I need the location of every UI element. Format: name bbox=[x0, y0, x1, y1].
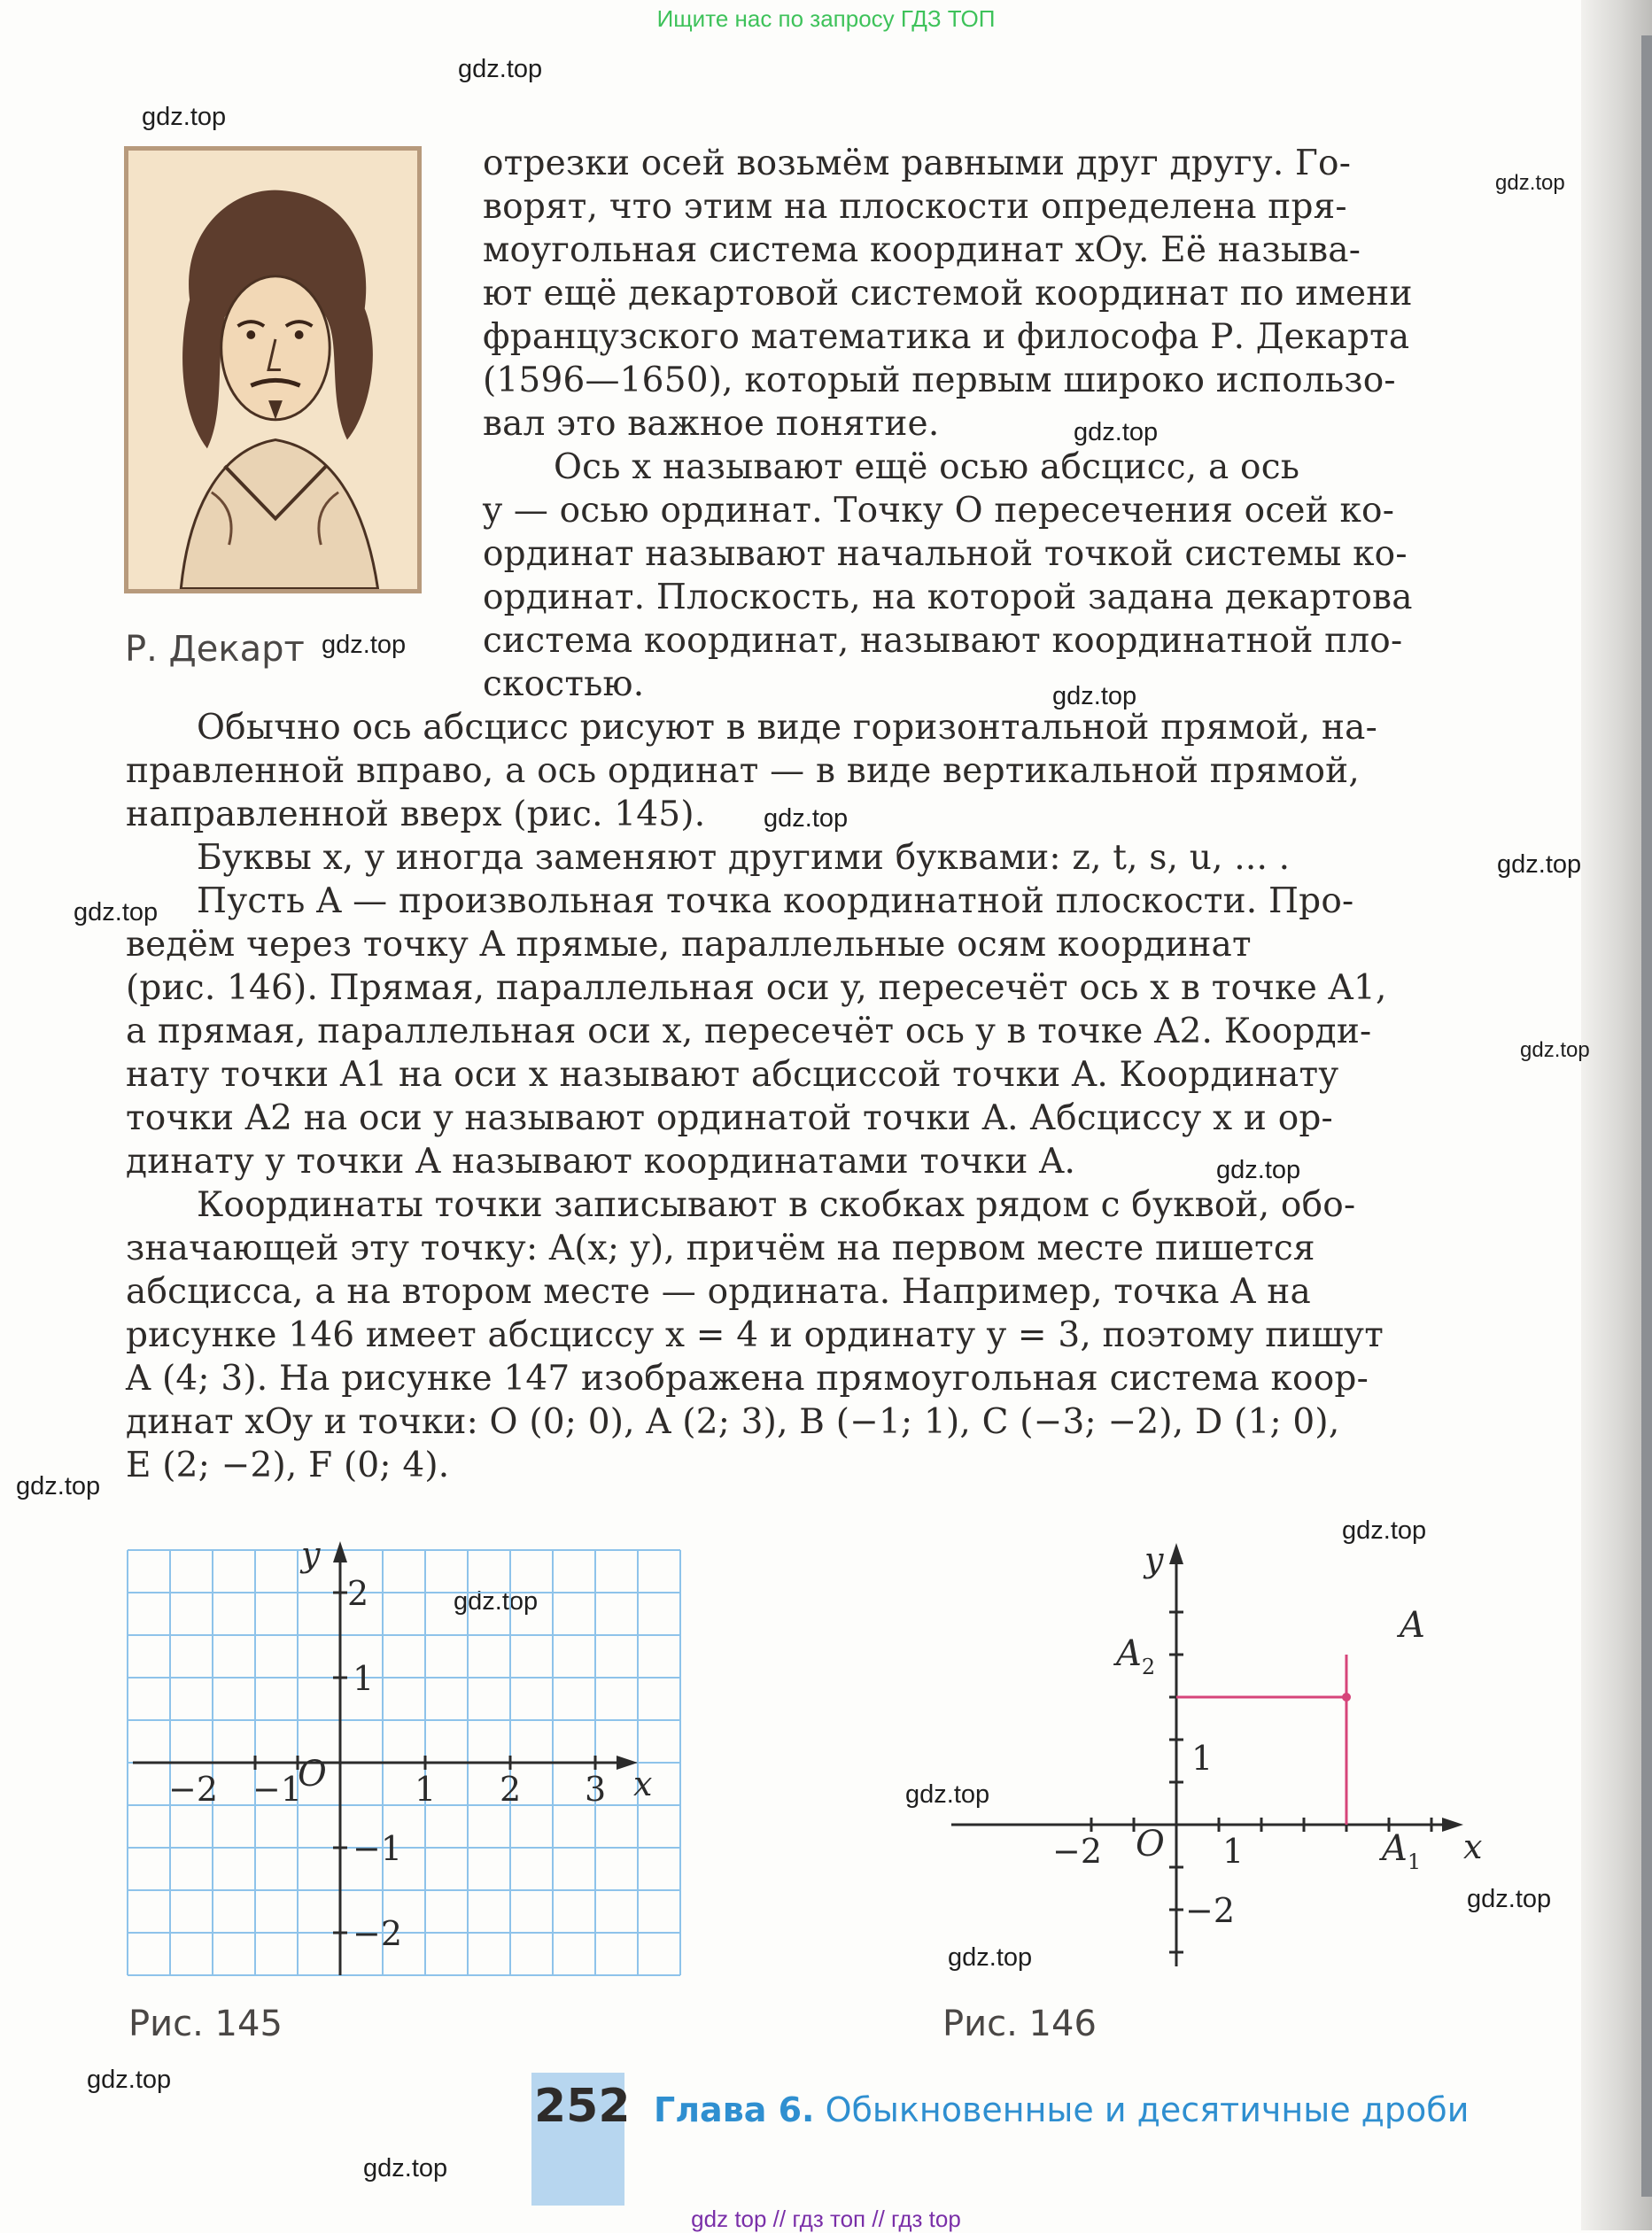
y-axis-arrow bbox=[333, 1541, 347, 1562]
text-line: значающей эту точку: A(x; y), причём на первом месте пишется bbox=[126, 1229, 1315, 1268]
watermark: gdz.top bbox=[1497, 850, 1582, 879]
y-tick-label: −2 bbox=[1185, 1891, 1236, 1930]
point-a1-label: $A_1$ bbox=[1382, 1828, 1422, 1874]
watermark: gdz.top bbox=[322, 631, 407, 659]
y-axis-label: y bbox=[301, 1535, 321, 1574]
y-tick-label: 1 bbox=[353, 1659, 375, 1698]
text-line: E (2; −2), F (0; 4). bbox=[126, 1446, 450, 1485]
text-line: ординат. Плоскость, на которой задана декартова bbox=[483, 578, 1413, 617]
watermark: gdz.top bbox=[363, 2154, 448, 2183]
watermark: gdz.top bbox=[1074, 418, 1159, 446]
text-line: (1596—1650), который первым широко использо- bbox=[483, 361, 1396, 400]
text-line: правленной вправо, а ось ординат — в виде вертикальной прямой, bbox=[126, 751, 1360, 791]
figure-145-caption: Рис. 145 bbox=[128, 2004, 283, 2044]
descartes-portrait bbox=[124, 146, 422, 593]
text-line: y — осью ординат. Точку O пересечения осей ко- bbox=[483, 491, 1395, 531]
text-line: Обычно ось абсцисс рисуют в виде горизонтальной прямой, на- bbox=[197, 708, 1378, 748]
text-line: а прямая, параллельная оси x, пересечёт ось y в точке A2. Коорди- bbox=[126, 1012, 1372, 1051]
watermark: gdz.top bbox=[74, 898, 159, 927]
text-line: ворят, что этим на плоскости определена пря- bbox=[483, 187, 1347, 227]
text-line: Ось x называют ещё осью абсцисс, а ось bbox=[554, 447, 1300, 487]
x-tick-label: 1 bbox=[415, 1770, 437, 1809]
origin-label: O bbox=[1136, 1824, 1165, 1865]
text-line: ют ещё декартовой системой координат по имени bbox=[483, 274, 1413, 314]
watermark: gdz.top bbox=[1467, 1885, 1552, 1913]
text-line: ведём через точку A прямые, параллельные осям координат bbox=[126, 925, 1252, 965]
y-axis-label: y bbox=[1144, 1540, 1164, 1579]
y-tick-label: 1 bbox=[1191, 1739, 1214, 1778]
text-line: абсцисса, а на втором месте — ордината. Например, точка A на bbox=[126, 1272, 1311, 1312]
figure-146 bbox=[939, 1532, 1524, 1993]
watermark: gdz.top bbox=[948, 1943, 1033, 1972]
y-tick-label: −1 bbox=[353, 1829, 403, 1868]
text-line: нату точки A1 на оси x называют абсциссой точки A. Координату bbox=[126, 1055, 1339, 1095]
text-line: французского математика и философа Р. Декарта bbox=[483, 317, 1410, 357]
x-axis-label: x bbox=[1463, 1827, 1483, 1866]
x-tick-label: 3 bbox=[585, 1770, 607, 1809]
x-axis-arrow bbox=[1442, 1818, 1463, 1832]
text-line: вал это важное понятие. bbox=[483, 404, 940, 444]
text-line: ординат называют начальной точкой системы ко- bbox=[483, 534, 1408, 574]
x-tick-label: −1 bbox=[252, 1770, 303, 1809]
text-line: направленной вверх (рис. 145). bbox=[126, 795, 706, 834]
text-line: Пусть A — произвольная точка координатной плоскости. Про- bbox=[197, 881, 1354, 921]
text-line: динату y точки A называют координатами точки A. bbox=[126, 1142, 1076, 1182]
watermark: gdz.top bbox=[905, 1780, 990, 1809]
watermark: gdz.top bbox=[1216, 1156, 1301, 1184]
watermark: gdz.top bbox=[458, 55, 543, 83]
x-tick-label: 2 bbox=[500, 1770, 522, 1809]
figure-145 bbox=[124, 1532, 709, 1993]
text-line: (рис. 146). Прямая, параллельная оси y, пересечёт ось x в точке A1, bbox=[126, 968, 1387, 1008]
watermark: gdz.top bbox=[764, 804, 849, 833]
text-line: рисунке 146 имеет абсциссу x = 4 и ординату y = 3, поэтому пишут bbox=[126, 1315, 1384, 1355]
portrait-drawing bbox=[128, 151, 417, 589]
text-line: A (4; 3). На рисунке 147 изображена прямоугольная система коор- bbox=[126, 1359, 1369, 1399]
x-axis-label: x bbox=[633, 1764, 653, 1803]
text-line: отрезки осей возьмём равными друг другу. Го- bbox=[483, 143, 1352, 183]
y-axis-arrow bbox=[1169, 1543, 1183, 1564]
x-tick-label: 1 bbox=[1222, 1832, 1245, 1871]
bottom-links[interactable]: gdz top // гдз топ // гдз top bbox=[691, 2206, 961, 2232]
figure-146-caption: Рис. 146 bbox=[942, 2004, 1097, 2044]
portrait-caption: Р. Декарт bbox=[125, 629, 305, 670]
text-line: система координат, называют координатной пло- bbox=[483, 621, 1403, 661]
x-tick-label: −2 bbox=[1052, 1832, 1103, 1871]
text-line: Буквы x, y иногда заменяют другими буквами: z, t, s, u, ... . bbox=[197, 838, 1291, 878]
watermark: gdz.top bbox=[1495, 171, 1565, 195]
chapter-title bbox=[654, 2090, 1469, 2129]
text-line: точки A2 на оси y называют ординатой точки A. Абсциссу x и ор- bbox=[126, 1098, 1333, 1138]
y-tick-label: −2 bbox=[353, 1914, 403, 1953]
watermark: gdz.top bbox=[87, 2066, 172, 2094]
text-line: моугольная система координат xOy. Её называ- bbox=[483, 230, 1361, 270]
point-a-marker bbox=[1342, 1693, 1351, 1702]
text-line: Координаты точки записывают в скобках рядом с буквой, обо- bbox=[197, 1185, 1356, 1225]
origin-label: O bbox=[298, 1754, 327, 1795]
page-number: 252 bbox=[534, 2080, 631, 2133]
text-line: динат xOy и точки: O (0; 0), A (2; 3), B (−1; 1), C (−3; −2), D (1; 0), bbox=[126, 1402, 1340, 1442]
watermark: gdz.top bbox=[142, 103, 227, 131]
point-a-label: A bbox=[1400, 1605, 1425, 1646]
watermark: gdz.top bbox=[454, 1587, 539, 1616]
watermark: gdz.top bbox=[1052, 682, 1137, 710]
point-a2-label: $A_2$ bbox=[1116, 1633, 1156, 1679]
watermark: gdz.top bbox=[1520, 1038, 1590, 1062]
chapter-label: Глава 6. bbox=[654, 2090, 815, 2129]
y-tick-label: 2 bbox=[347, 1574, 369, 1613]
chapter-name: Обыкновенные и десятичные дроби bbox=[814, 2090, 1470, 2129]
top-banner[interactable]: Ищите нас по запросу ГДЗ ТОП bbox=[656, 5, 996, 32]
x-tick-label: −2 bbox=[168, 1770, 219, 1809]
watermark: gdz.top bbox=[16, 1472, 101, 1500]
text-line: скостью. bbox=[483, 664, 645, 704]
watermark: gdz.top bbox=[1342, 1516, 1427, 1545]
page-spine bbox=[1641, 35, 1652, 2197]
